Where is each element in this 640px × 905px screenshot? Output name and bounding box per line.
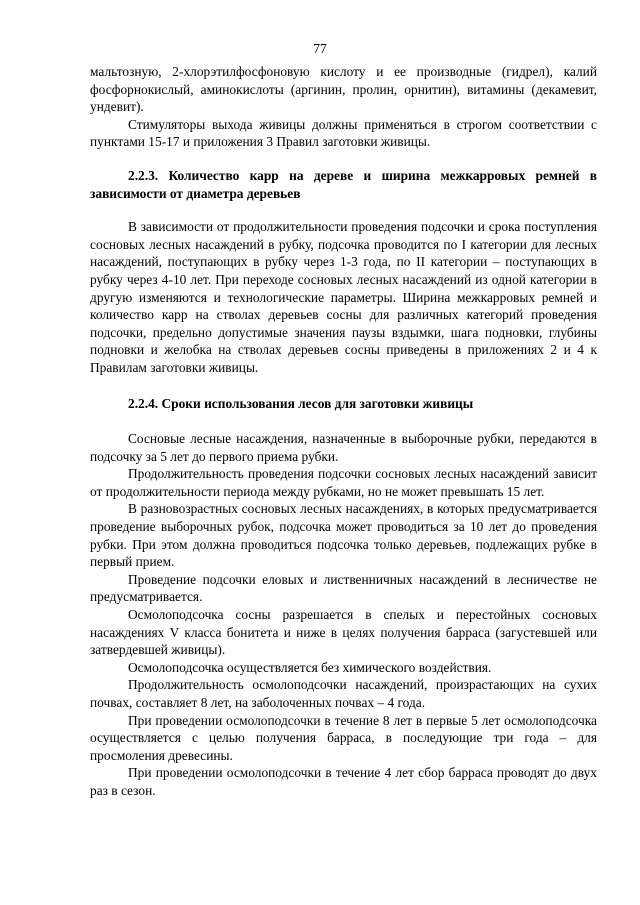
section-heading: 2.2.3. Количество карр на дереве и ширина межкарровых ремней в зависимости от диаметра деревьев — [90, 167, 597, 201]
paragraph: Стимуляторы выхода живицы должны применяться в строгом соответствии с пунктами 15-17 и приложения 3 Правил заготовки живицы. — [90, 116, 597, 150]
paragraph: Осмолоподсочка осуществляется без химического воздействия. — [128, 659, 492, 675]
paragraph: Проведение подсочки еловых и лиственничных насаждений в лесничестве не предусматривается. — [90, 571, 597, 605]
paragraph: мальтозную, 2-хлорэтилфосфоновую кислоту и ее производные (гидрел), калий фосфорнокислый, аминокислоты (аргинин, пролин, орнитин), витамины (декамевит, ундевит). — [90, 64, 597, 115]
page-body — [90, 63, 597, 800]
paragraph: При проведении осмолоподсочки в течение 4 лет сбор барраса проводят до двух раз в сезон. — [90, 765, 597, 798]
paragraph: Осмолоподсочка сосны разрешается в спелых и перестойных сосновых насаждениях V класса бонитета и ниже в целях получения барраса (загустевшей или затвердевшей живицы). — [90, 607, 597, 658]
section-heading: 2.2.4. Сроки использования лесов для заготовки живицы — [128, 395, 474, 411]
paragraph: Продолжительность проведения подсочки сосновых лесных насаждений зависит от продолжительности периода между рубками, но не может превышать 15 лет. — [90, 466, 597, 499]
paragraph: Сосновые лесные насаждения, назначенные в выборочные рубки, передаются в подсочку за 5 лет до первого приема рубки. — [90, 431, 597, 464]
paragraph: При проведении осмолоподсочки в течение 8 лет в первые 5 лет осмолоподсочка осуществляется с целью получения барраса, в последующие три года – для просмоления древесины. — [90, 712, 597, 763]
paragraph: Продолжительность осмолоподсочки насаждений, произрастающих на сухих почвах, составляет 8 лет, на заболоченных почвах – 4 года. — [90, 677, 597, 710]
paragraph: В разновозрастных сосновых лесных насаждениях, в которых предусматривается проведение выборочных рубок, подсочка может проводиться за 10 лет до проведения рубки. При этом должна проводиться подсочка только деревьев, подлежащих рубке в первый прием. — [90, 501, 597, 570]
page-number: 77 — [313, 41, 327, 56]
paragraph: В зависимости от продолжительности проведения подсочки и срока поступления сосновых лесных насаждений в рубку, подсочка проводится по I категории для лесных насаждений, поступающих в рубку через 1-3 года, по II категории – поступающих в рубку через 4-10 лет. При переходе сосновых лесных насаждений из одной категории в другую изменяются и технологические параметры. Ширина межкарровых ремней и количество карр на стволах деревьев сосны для различных категорий проведения подсочки, предельно допустимые значения паузы вздымки, шага подновки, глубины подновки и желобка на стволах деревьев сосны приведены в приложениях 2 и 4 к Правилам заготовки живицы. — [90, 219, 597, 375]
